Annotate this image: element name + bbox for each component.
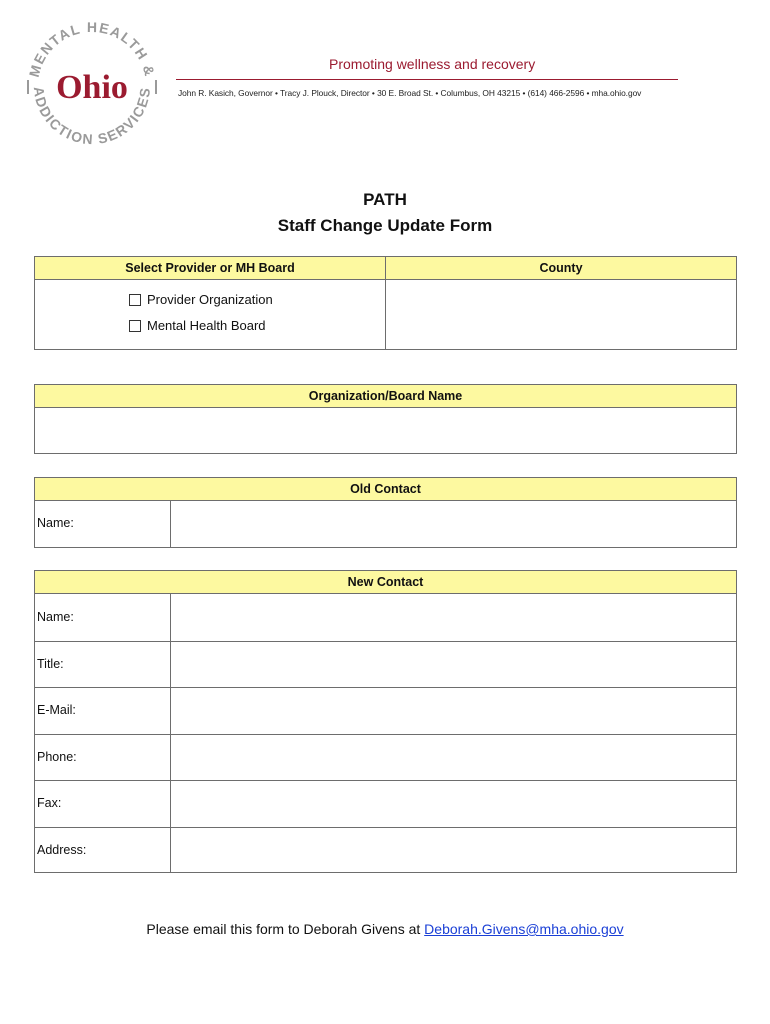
old-contact-section [34,477,737,548]
old-contact-name-field[interactable] [171,502,736,547]
mental-health-addiction-services-logo [20,14,164,158]
form-title: Staff Change Update Form [277,216,493,235]
new-contact-email-label: E-Mail: [37,703,76,717]
county-header: County [386,257,736,280]
county-field[interactable] [387,281,736,349]
new-contact-name-label: Name: [37,610,74,624]
header-divider [176,79,678,80]
mental-health-board-label: Mental Health Board [147,318,266,333]
new-contact-email-field[interactable] [171,688,736,734]
old-contact-header: Old Contact [35,478,736,501]
logo-ohio-word: Ohio [56,69,128,106]
new-contact-phone-label: Phone: [37,750,77,764]
agency-contact-line: John R. Kasich, Governor • Tracy J. Plouck, Director • 30 E. Broad St. • Columbus, OH 43215 • (614) 466-2596 • mha.ohio.gov [178,88,642,98]
new-contact-fax-label: Fax: [37,796,62,810]
new-contact-fax-field[interactable] [171,781,736,827]
new-contact-phone-field[interactable] [171,735,736,780]
provider-organization-label: Provider Organization [147,292,273,307]
submission-instructions [0,921,770,937]
new-contact-title-label: Title: [37,657,64,671]
logo-arc-top-text: MENTAL HEALTH & [25,18,159,79]
new-contact-header: New Contact [35,571,736,594]
mental-health-board-checkbox[interactable] [129,320,141,332]
provider-organization-checkbox[interactable] [129,294,141,306]
new-contact-address-label: Address: [37,843,87,857]
mental-health-board-option[interactable] [129,318,266,333]
new-contact-name-field[interactable] [171,595,736,641]
new-contact-title-field[interactable] [171,642,736,687]
form-title-path: PATH [363,190,407,209]
provider-header: Select Provider or MH Board [35,257,385,280]
organization-name-field[interactable] [35,409,736,453]
old-contact-name-label: Name: [37,516,74,530]
contact-email-link[interactable]: Deborah.Givens@mha.ohio.gov [424,921,624,937]
provider-county-section [34,256,737,350]
organization-section [34,384,737,454]
logo-arc-bottom-text: ADDICTION SERVICES [30,85,154,148]
tagline: Promoting wellness and recovery [329,56,536,72]
provider-organization-option[interactable] [129,292,273,307]
new-contact-address-field[interactable] [171,828,736,872]
new-contact-section [34,570,737,873]
organization-header: Organization/Board Name [35,385,736,408]
submission-text: Please email this form to Deborah Givens at [146,921,425,937]
